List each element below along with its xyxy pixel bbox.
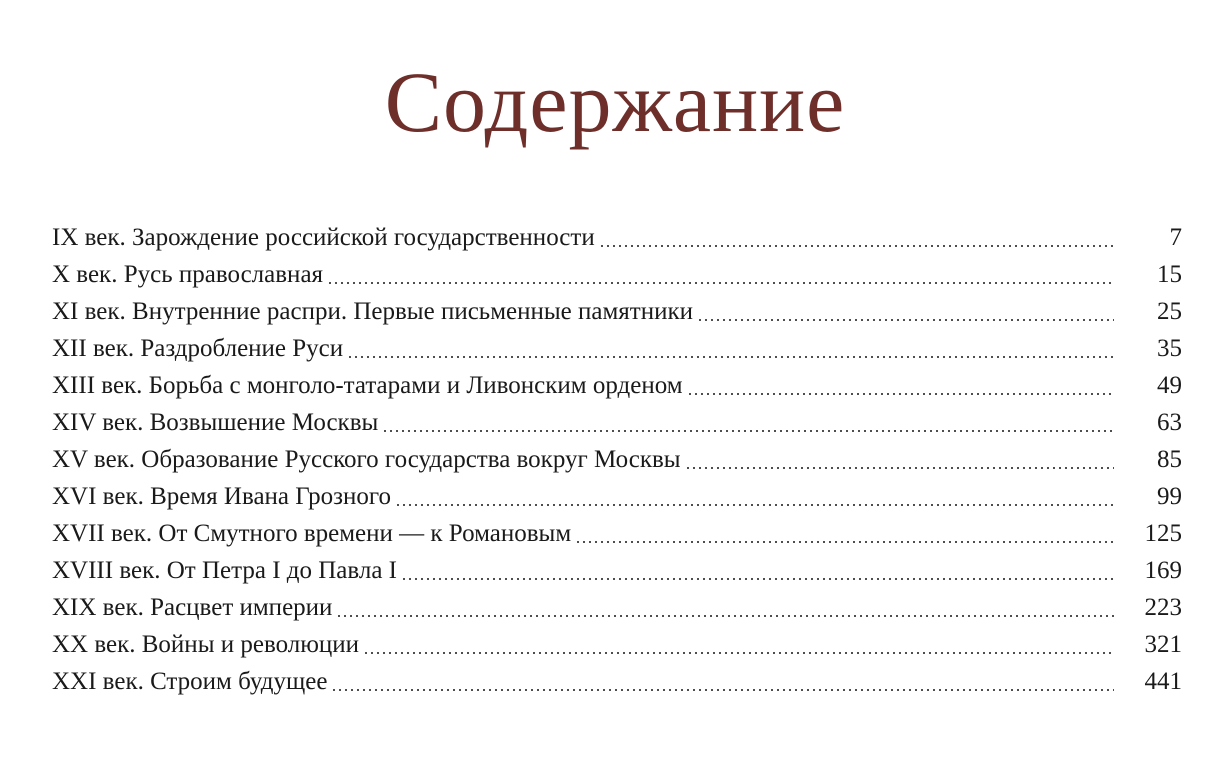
toc-entry (52, 219, 1182, 256)
toc-entry-page: 63 (1157, 409, 1182, 436)
toc-entry-title: XV век. Образование Русского государства вокруг Москвы (52, 446, 681, 473)
toc-entry-page: 25 (1157, 298, 1182, 325)
toc-entry-page: 125 (1144, 520, 1182, 547)
toc-entry-title: XVII век. От Смутного времени — к Романовым (52, 520, 572, 547)
toc-entry-title: X век. Русь православная (52, 261, 324, 288)
toc-entry (52, 367, 1182, 404)
toc-entry-title: XIII век. Борьба с монголо-татарами и Ливонским орденом (52, 372, 683, 399)
toc-entry-page: 169 (1144, 557, 1182, 584)
toc-entry (52, 589, 1182, 626)
dot-leader (685, 464, 1114, 472)
toc-entry (52, 552, 1182, 589)
toc-entry-page: 321 (1144, 631, 1182, 658)
toc-entry (52, 626, 1182, 663)
toc-entry (52, 330, 1182, 367)
toc-entry (52, 293, 1182, 330)
toc-entry (52, 515, 1182, 552)
toc-entry-title: XIX век. Расцвет империи (52, 594, 333, 621)
toc-entry-title: XII век. Раздробление Руси (52, 335, 344, 362)
toc-entry-page: 35 (1157, 335, 1182, 362)
toc-entry-page: 15 (1157, 261, 1182, 288)
toc-entry-title: XVIII век. От Петра I до Павла I (52, 557, 398, 584)
toc-entry-page: 85 (1157, 446, 1182, 473)
toc-entry (52, 663, 1182, 700)
dot-leader (363, 649, 1114, 657)
table-of-contents (52, 219, 1182, 700)
toc-entry-page: 223 (1144, 594, 1182, 621)
dot-leader (401, 575, 1114, 583)
toc-entry-title: IX век. Зарождение российской государственности (52, 224, 595, 251)
dot-leader (347, 353, 1114, 361)
dot-leader (382, 427, 1114, 435)
page-title: Содержание (384, 54, 846, 150)
dot-leader (331, 686, 1114, 694)
dot-leader (697, 316, 1114, 324)
dot-leader (687, 390, 1114, 398)
toc-entry-page: 7 (1169, 224, 1182, 251)
toc-entry-page: 99 (1157, 483, 1182, 510)
toc-entry (52, 404, 1182, 441)
toc-entry-title: XIV век. Возвышение Москвы (52, 409, 379, 436)
dot-leader (599, 242, 1114, 250)
toc-entry-title: XVI век. Время Ивана Грозного (52, 483, 392, 510)
toc-entry (52, 256, 1182, 293)
toc-entry-title: XX век. Войны и революции (52, 631, 360, 658)
dot-leader (327, 279, 1114, 287)
toc-entry-page: 441 (1144, 668, 1182, 695)
toc-entry-title: XI век. Внутренние распри. Первые письменные памятники (52, 298, 694, 325)
toc-entry (52, 441, 1182, 478)
toc-entry-page: 49 (1157, 372, 1182, 399)
toc-entry (52, 478, 1182, 515)
dot-leader (336, 612, 1114, 620)
dot-leader (395, 501, 1114, 509)
toc-entry-title: XXI век. Строим будущее (52, 668, 328, 695)
dot-leader (575, 538, 1114, 546)
